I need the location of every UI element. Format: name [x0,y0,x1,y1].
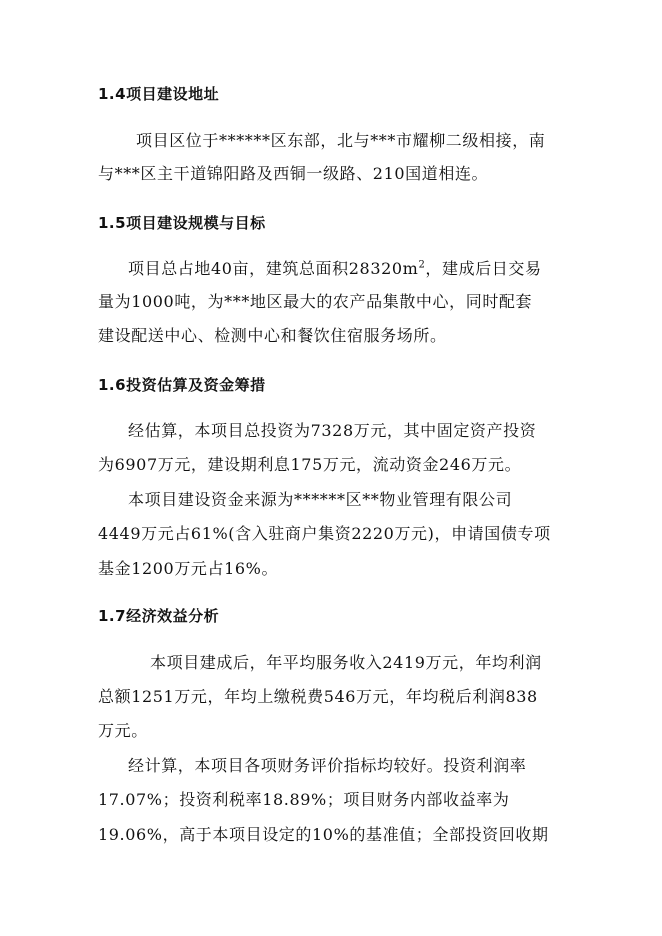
paragraph-line [128,256,542,279]
paragraph-line: 经计算，本项目各项财务评价指标均较好。投资利润率 [128,756,527,775]
paragraph-line: 量为1000吨，为***地区最大的农产品集散中心，同时配套 [98,292,533,311]
paragraph-line: 经估算，本项目总投资为7328万元，其中固定资产投资 [128,421,537,440]
section-heading-1-7: 1.7经济效益分析 [98,607,220,625]
paragraph-line: 为6907万元，建设期利息175万元，流动资金246万元。 [98,455,522,474]
paragraph-line: 17.07%；投资利税率18.89%；项目财务内部收益率为 [98,790,510,809]
paragraph-line: 与***区主干道锦阳路及西铜一级路、210国道相连。 [98,164,489,183]
paragraph-line: 基金1200万元占16%。 [98,559,279,578]
section-heading-1-5: 1.5项目建设规模与目标 [98,214,266,232]
area-unit-superscript: 2 [418,259,426,271]
paragraph-line: 19.06%，高于本项目设定的10%的基准值；全部投资回收期 [98,825,549,844]
area-text-tail: ，建成后日交易 [425,259,542,278]
paragraph-line: 本项目建设资金来源为******区**物业管理有限公司 [128,490,513,509]
area-text: 项目总占地40亩，建筑总面积28320m [128,259,419,278]
section-heading-1-6: 1.6投资估算及资金筹措 [98,376,266,394]
paragraph-line: 4449万元占61%(含入驻商户集资2220万元)，申请国债专项 [98,524,551,543]
paragraph-line: 项目区位于******区东部，北与***市耀柳二级相接，南 [136,131,546,150]
paragraph-line: 万元。 [98,721,148,740]
section-heading-1-4: 1.4项目建设地址 [98,85,220,103]
paragraph-line: 建设配送中心、检测中心和餐饮住宿服务场所。 [98,326,447,345]
paragraph-line: 总额1251万元，年均上缴税费546万元，年均税后利润838 [98,687,538,706]
paragraph-line: 本项目建成后，年平均服务收入2419万元，年均利润 [150,653,542,672]
